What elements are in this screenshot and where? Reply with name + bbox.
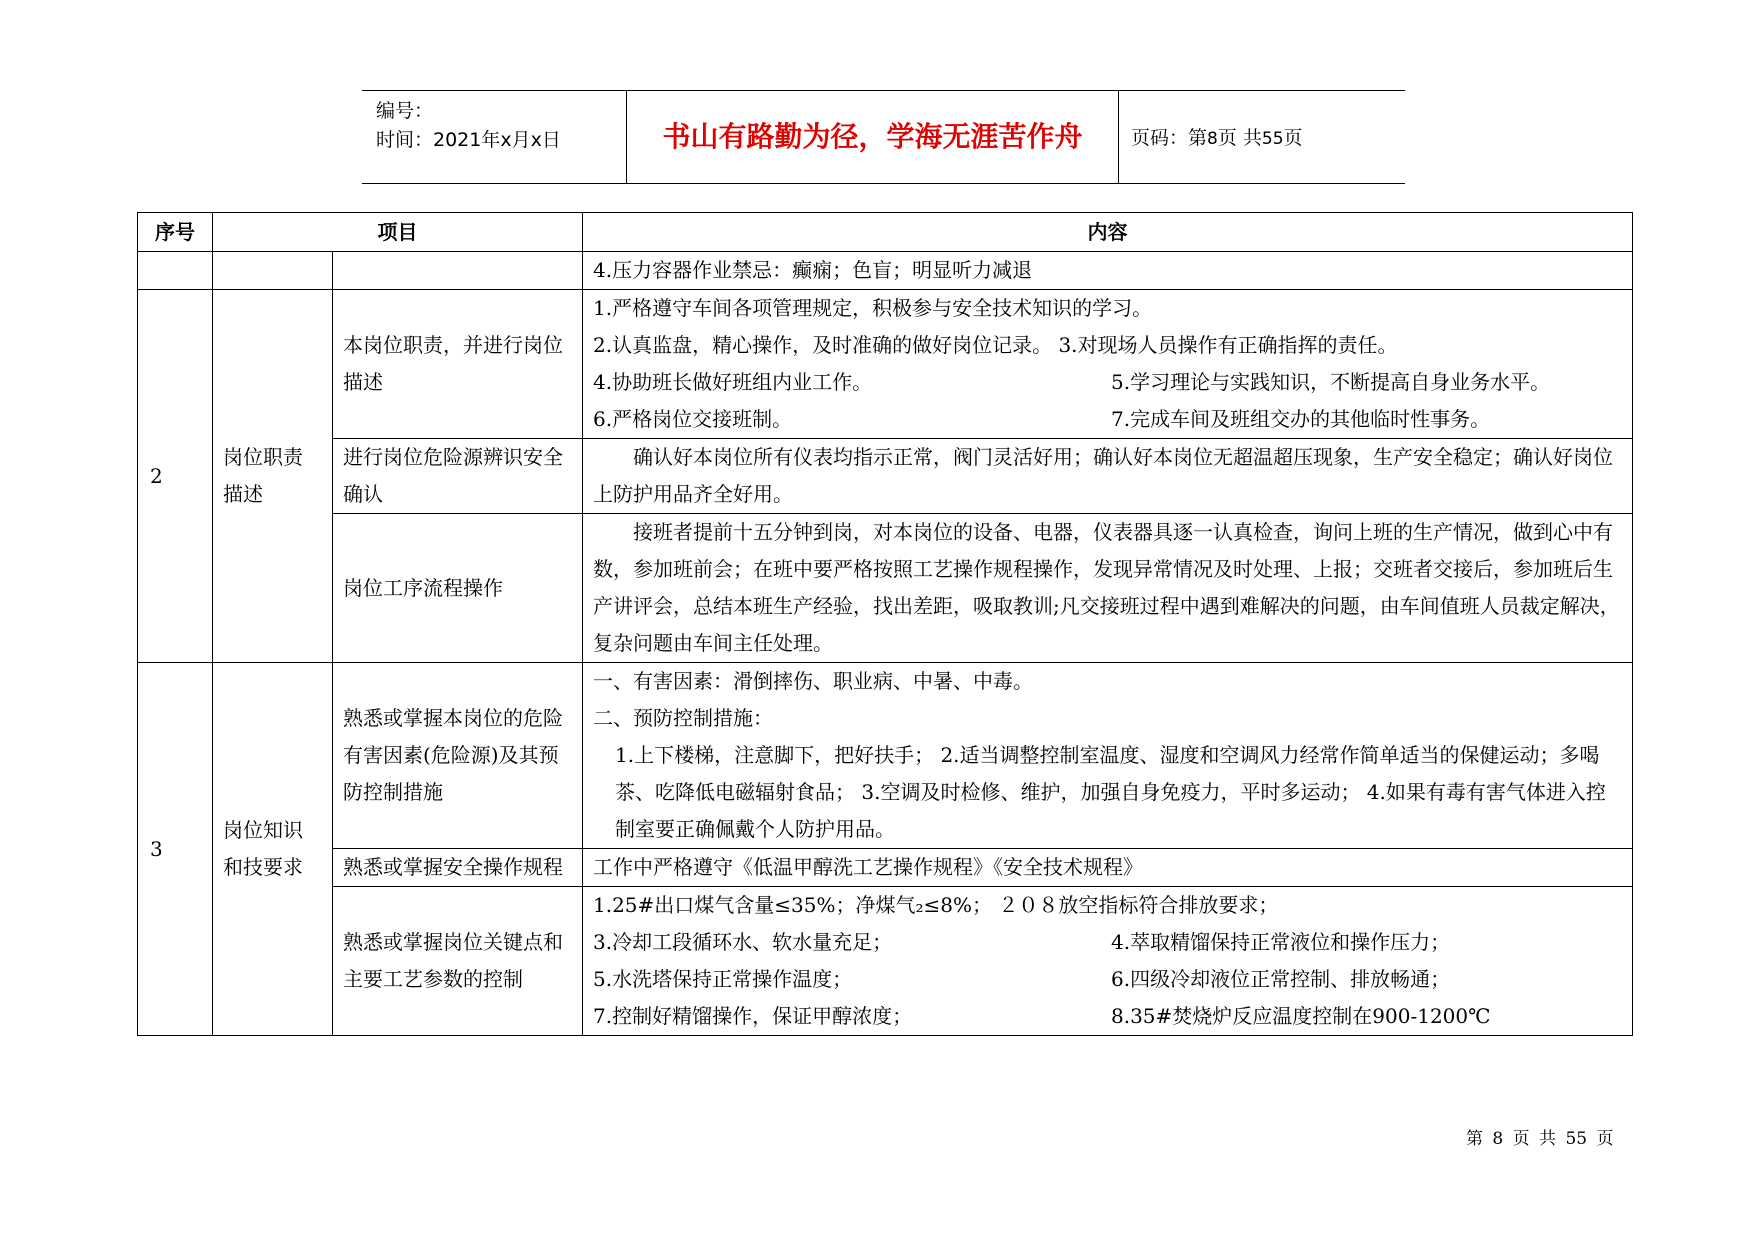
content-line: 1.严格遵守车间各项管理规定，积极参与安全技术知识的学习。 bbox=[593, 296, 1153, 320]
content-cell: 4.压力容器作业禁忌：癫痫；色盲；明显听力减退 bbox=[583, 252, 1633, 290]
content-cell bbox=[583, 663, 1633, 849]
page-footer bbox=[1466, 1124, 1614, 1149]
footer-word: 共 bbox=[1539, 1129, 1557, 1149]
empty-cell bbox=[333, 252, 583, 290]
table-row bbox=[138, 663, 1633, 849]
content-cell bbox=[583, 290, 1633, 439]
header-time-label: 时间：2021年x月x日 bbox=[376, 129, 561, 151]
table-row bbox=[138, 887, 1633, 1036]
table-row bbox=[138, 849, 1633, 887]
footer-word: 第 bbox=[1466, 1129, 1483, 1149]
content-cell: 接班者提前十五分钟到岗，对本岗位的设备、电器，仪表器具逐一认真检查，询问上班的生产情况，做到心中有数，参加班前会；在班中要严格按照工艺操作规程操作，发现异常情况及时处理、上报；交班者交接后，参加班后生产讲评会，总结本班生产经验，找出差距，吸取教训;凡交接班过程中遇到难解决的问题，由车间值班人员裁定解决，复杂问题由车间主任处理。 bbox=[583, 514, 1633, 663]
content-cell bbox=[583, 887, 1633, 1036]
header-page-number: 8 bbox=[1207, 129, 1218, 149]
content-line: 二、预防控制措施： bbox=[593, 706, 773, 730]
document-header bbox=[362, 90, 1405, 184]
footer-page-number: 8 bbox=[1492, 1129, 1504, 1149]
job-duty-table bbox=[137, 212, 1633, 1036]
column-header-item: 项目 bbox=[213, 213, 583, 252]
table-row bbox=[138, 252, 1633, 290]
table-row bbox=[138, 439, 1633, 514]
content-cell: 确认好本岗位所有仪表均指示正常，阀门灵活好用；确认好本岗位无超温超压现象，生产安全稳定；确认好岗位上防护用品齐全好用。 bbox=[583, 439, 1633, 514]
content-item: 8.35#焚烧炉反应温度控制在900-1200℃ bbox=[1111, 1004, 1491, 1028]
content-item: 5.水洗塔保持正常操作温度； bbox=[593, 967, 853, 991]
content-cell: 工作中严格遵守《低温甲醇洗工艺操作规程》《安全技术规程》 bbox=[583, 849, 1633, 887]
footer-word: 页 bbox=[1596, 1129, 1614, 1149]
header-page-label: 页码：第 bbox=[1131, 127, 1208, 149]
empty-cell bbox=[138, 252, 213, 290]
footer-word: 页 bbox=[1512, 1129, 1530, 1149]
header-page-info bbox=[1119, 91, 1405, 183]
content-item: 4.萃取精馏保持正常液位和操作压力； bbox=[1111, 930, 1451, 954]
content-line: 2.认真监盘，精心操作，及时准确的做好岗位记录。 3.对现场人员操作有正确指挥的责任。 bbox=[593, 333, 1398, 357]
content-item: 6.严格岗位交接班制。 bbox=[593, 407, 793, 431]
header-meta bbox=[362, 91, 627, 183]
content-line: 1.25#出口煤气含量≤35%；净煤气₂≤8%； ２０８放空指标符合排放要求； bbox=[593, 893, 1279, 917]
content-line bbox=[593, 364, 1622, 401]
item-cell: 熟悉或掌握岗位关键点和主要工艺参数的控制 bbox=[333, 887, 583, 1036]
item-cell: 进行岗位危险源辨识安全确认 bbox=[333, 439, 583, 514]
column-header-content: 内容 bbox=[583, 213, 1633, 252]
content-item: 3.冷却工段循环水、软水量充足； bbox=[593, 930, 893, 954]
row-number: 2 bbox=[138, 290, 213, 663]
table-row bbox=[138, 514, 1633, 663]
empty-cell bbox=[213, 252, 333, 290]
content-item: 7.控制好精馏操作，保证甲醇浓度； bbox=[593, 1004, 913, 1028]
category-cell: 岗位知识和技要求 bbox=[213, 663, 333, 1036]
content-line: 一、有害因素：滑倒摔伤、职业病、中暑、中毒。 bbox=[593, 669, 1033, 693]
item-cell: 本岗位职责，并进行岗位描述 bbox=[333, 290, 583, 439]
content-item: 7.完成车间及班组交办的其他临时性事务。 bbox=[1111, 407, 1491, 431]
header-page-end: 页 bbox=[1283, 127, 1303, 149]
content-item: 5.学习理论与实践知识，不断提高自身业务水平。 bbox=[1111, 370, 1551, 394]
column-header-seq: 序号 bbox=[138, 213, 213, 252]
footer-page-total: 55 bbox=[1565, 1129, 1588, 1149]
item-cell: 岗位工序流程操作 bbox=[333, 514, 583, 663]
table-row bbox=[138, 290, 1633, 439]
category-cell: 岗位职责描述 bbox=[213, 290, 333, 663]
table-header-row bbox=[138, 213, 1633, 252]
content-line bbox=[593, 401, 1622, 438]
header-motto: 书山有路勤为径，学海无涯苦作舟 bbox=[627, 91, 1119, 183]
content-line bbox=[593, 924, 1622, 961]
header-page-mid: 页 共 bbox=[1217, 127, 1262, 149]
row-number: 3 bbox=[138, 663, 213, 1036]
header-page-total: 55 bbox=[1261, 129, 1284, 149]
item-cell: 熟悉或掌握本岗位的危险有害因素(危险源)及其预防控制措施 bbox=[333, 663, 583, 849]
content-line: 1.上下楼梯，注意脚下，把好扶手； 2.适当调整控制室温度、湿度和空调风力经常作简单适当的保健运动；多喝茶、吃降低电磁辐射食品； 3.空调及时检修、维护，加强自身免疫力，平时多运动； 4.如果有毒有害气体进入控制室要正确佩戴个人防护用品。 bbox=[615, 743, 1606, 841]
content-line bbox=[593, 961, 1622, 998]
content-item: 6.四级冷却液位正常控制、排放畅通； bbox=[1111, 967, 1451, 991]
content-line bbox=[593, 998, 1622, 1035]
header-number-label: 编号： bbox=[376, 100, 434, 122]
content-item: 4.协助班长做好班组内业工作。 bbox=[593, 370, 873, 394]
item-cell: 熟悉或掌握安全操作规程 bbox=[333, 849, 583, 887]
